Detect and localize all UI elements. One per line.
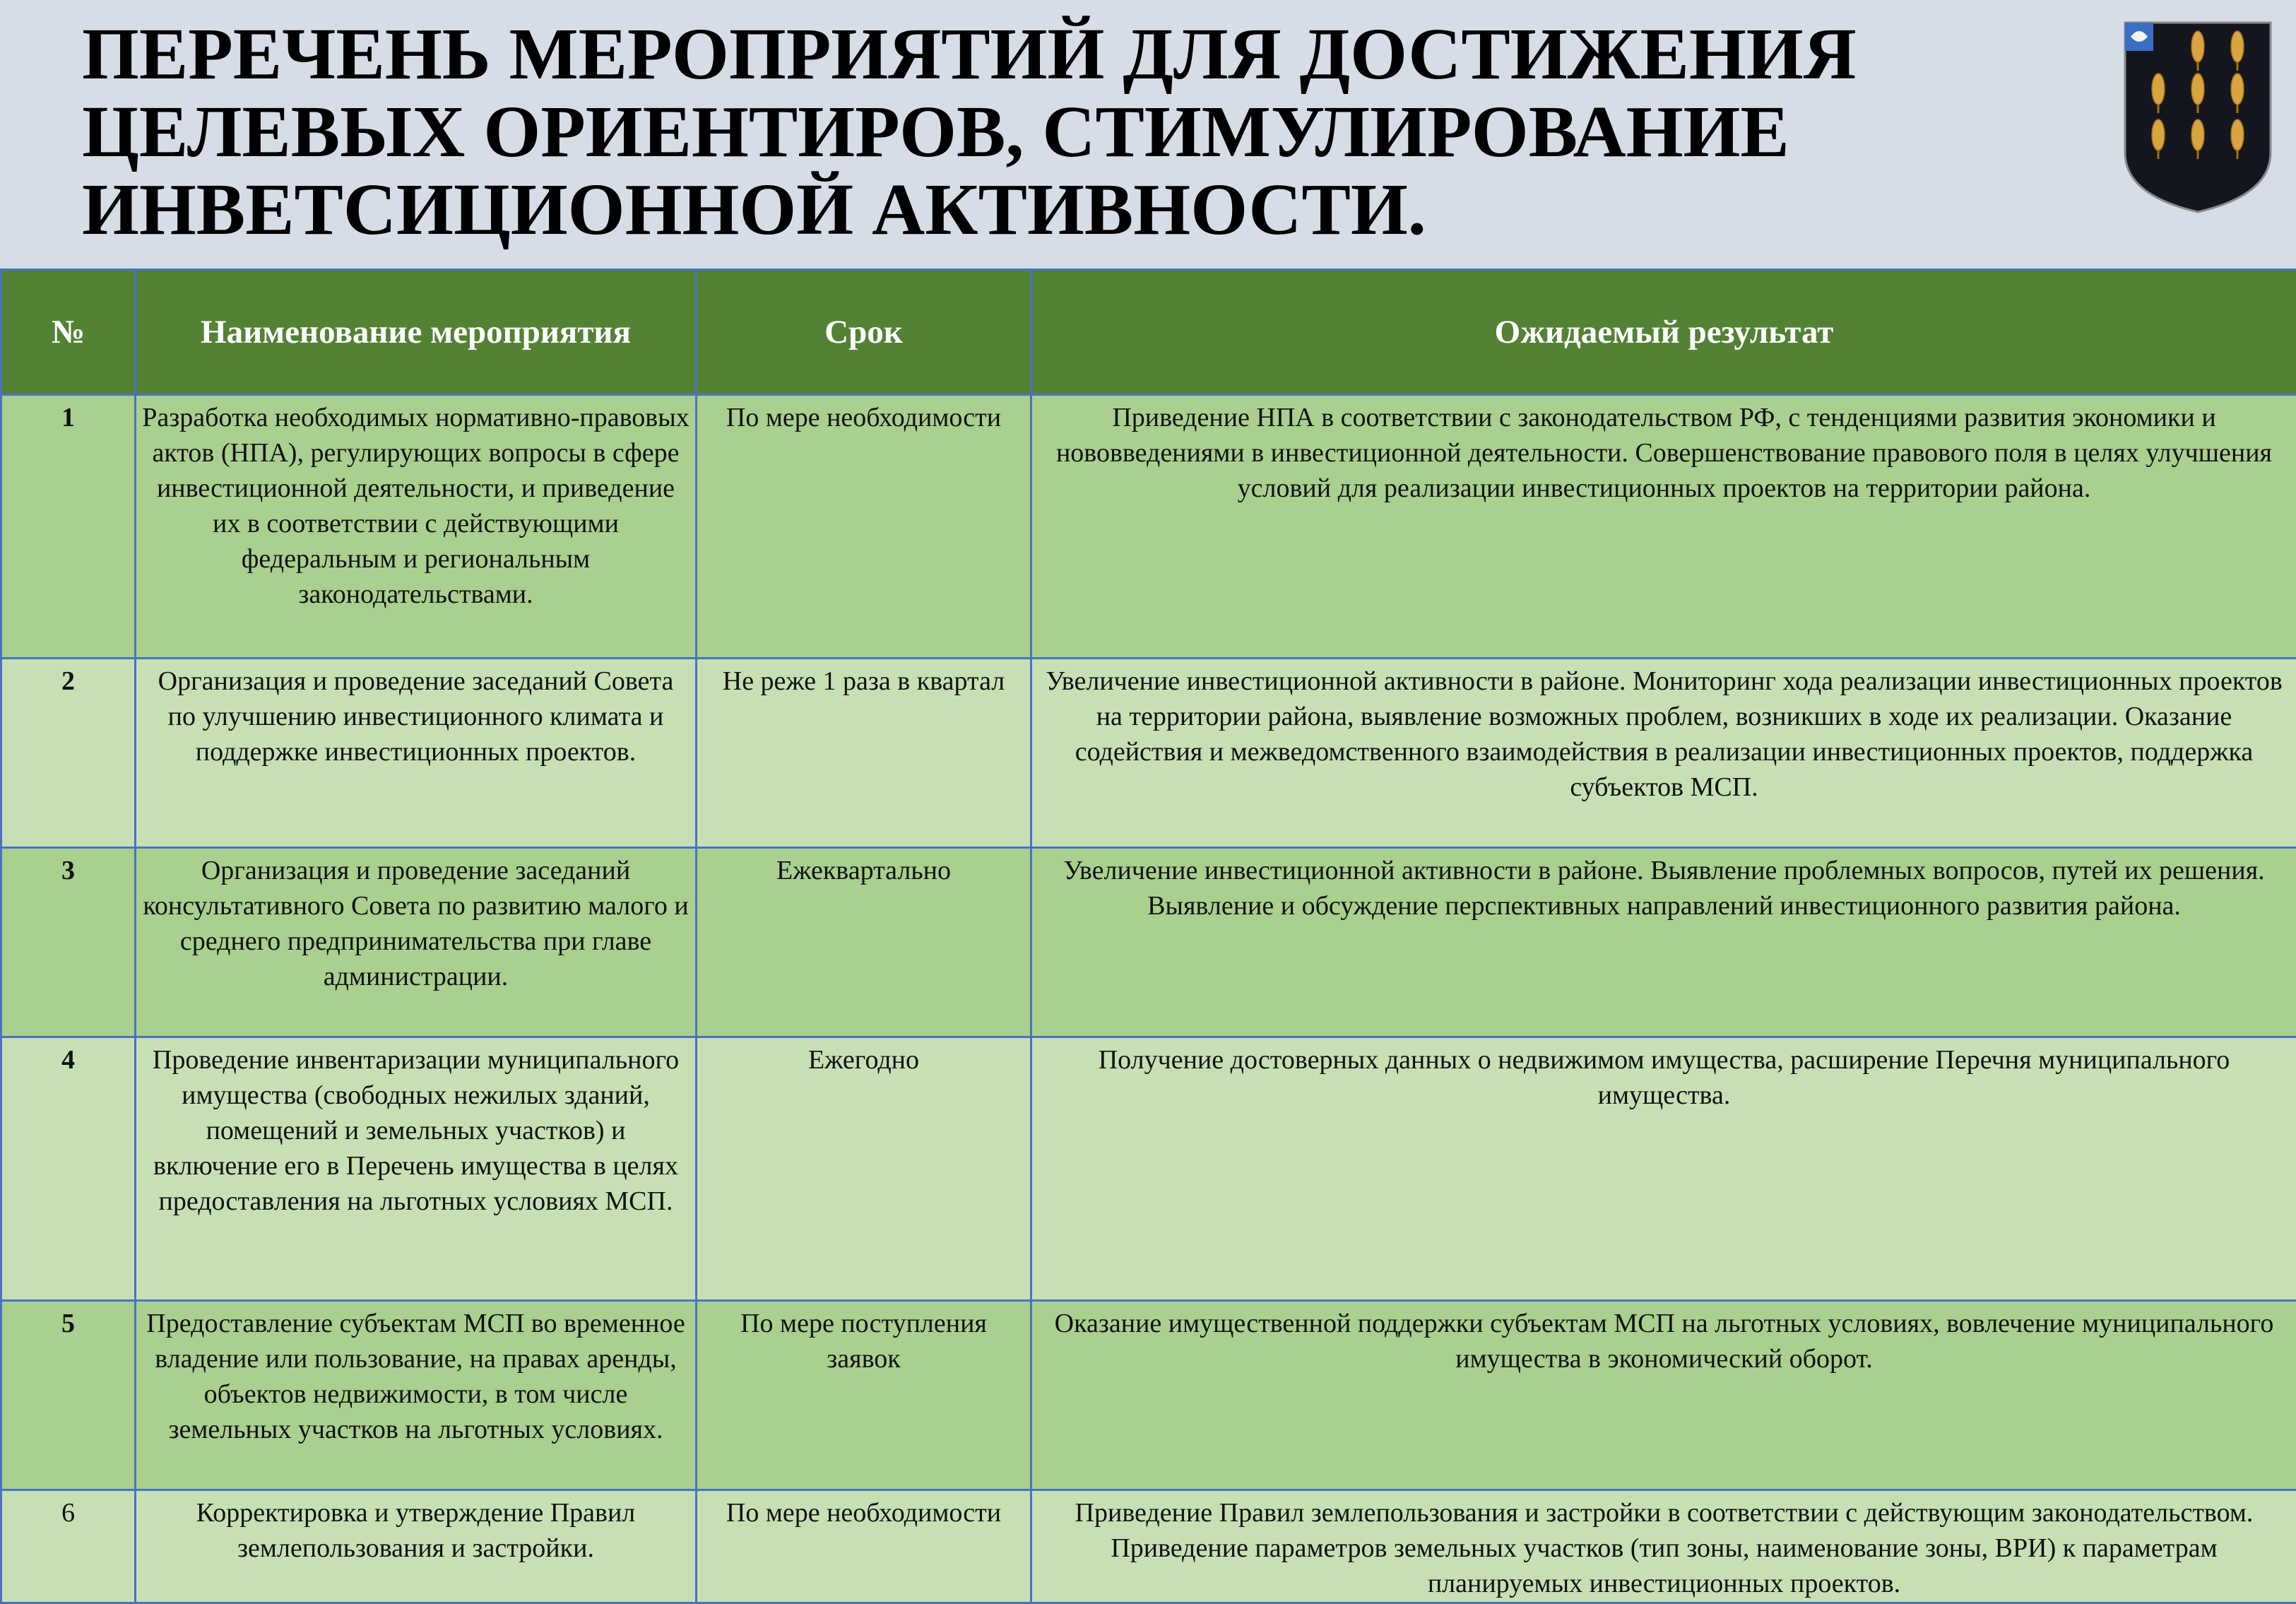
measure-name: Проведение инвентаризации муниципального имущества (свободных нежилых зданий, помещений и земельных участков) и включение его в Перечень имущества в целях предоставления на льготных условиях МСП. [136, 1037, 697, 1301]
row-number: 5 [1, 1301, 136, 1490]
coat-of-arms-icon [2121, 18, 2275, 215]
measure-term: Ежегодно [697, 1037, 1031, 1301]
header-term: Срок [697, 270, 1031, 395]
table-row [1, 395, 2296, 659]
measure-result: Приведение Правил землепользования и застройки в соответствии с действующим законодательством. Приведение параметров земельных участков (тип зоны, наименование зоны, ВРИ) к параметрам планируемых инвестиционных проектов. [1031, 1490, 2296, 1603]
header-expected-result: Ожидаемый результат [1031, 270, 2296, 395]
measure-term: По мере необходимости [697, 395, 1031, 659]
title-line-3: ИНВЕТСИЦИОННОЙ АКТИВНОСТИ. [82, 169, 1426, 250]
measure-term: По мере поступления заявок [697, 1301, 1031, 1490]
measure-term: По мере необходимости [697, 1490, 1031, 1603]
measures-table [0, 269, 2296, 1604]
row-number: 3 [1, 848, 136, 1037]
row-number: 4 [1, 1037, 136, 1301]
measure-name: Организация и проведение заседаний консультативного Совета по развитию малого и среднего предпринимательства при главе администрации. [136, 848, 697, 1037]
table-row [1, 659, 2296, 848]
measure-result: Приведение НПА в соответствии с законодательством РФ, с тенденциями развития экономики и нововведениями в инвестиционной деятельности. Совершенствование правового поля в целях улучшения условий для реализации инвестиционных проектов на территории района. [1031, 395, 2296, 659]
header-number: № [1, 270, 136, 395]
row-number: 1 [1, 395, 136, 659]
measure-result: Увеличение инвестиционной активности в районе. Выявление проблемных вопросов, путей их решения. Выявление и обсуждение перспективных направлений инвестиционного развития района. [1031, 848, 2296, 1037]
table-row [1, 1037, 2296, 1301]
measure-name: Корректировка и утверждение Правил землепользования и застройки. [136, 1490, 697, 1603]
measure-result: Оказание имущественной поддержки субъектам МСП на льготных условиях, вовлечение муниципального имущества в экономический оборот. [1031, 1301, 2296, 1490]
page-title [82, 16, 1989, 249]
row-number: 2 [1, 659, 136, 848]
table-row [1, 848, 2296, 1037]
measure-name: Разработка необходимых нормативно-правовых актов (НПА), регулирующих вопросы в сфере инвестиционной деятельности, и приведение их в соответствии с действующими федеральным и региональным законодательствами. [136, 395, 697, 659]
title-line-2: ЦЕЛЕВЫХ ОРИЕНТИРОВ, СТИМУЛИРОВАНИЕ [82, 91, 1789, 172]
measure-term: Не реже 1 раза в квартал [697, 659, 1031, 848]
table-row [1, 1490, 2296, 1603]
measure-name: Предоставление субъектам МСП во временное владение или пользование, на правах аренды, объектов недвижимости, в том числе земельных участков на льготных условиях. [136, 1301, 697, 1490]
table-header-row [1, 270, 2296, 395]
title-line-1: ПЕРЕЧЕНЬ МЕРОПРИЯТИЙ ДЛЯ ДОСТИЖЕНИЯ [82, 13, 1857, 95]
measure-result: Увеличение инвестиционной активности в районе. Мониторинг хода реализации инвестиционных проектов на территории района, выявление возможных проблем, возникших в ходе их реализации. Оказание содействия и межведомственного взаимодействия в реализации инвестиционных проектов, поддержка субъектов МСП. [1031, 659, 2296, 848]
measure-term: Ежеквартально [697, 848, 1031, 1037]
measure-result: Получение достоверных данных о недвижимом имущества, расширение Перечня муниципального имущества. [1031, 1037, 2296, 1301]
table-row [1, 1301, 2296, 1490]
header-measure-name: Наименование мероприятия [136, 270, 697, 395]
row-number: 6 [1, 1490, 136, 1603]
measure-name: Организация и проведение заседаний Совета по улучшению инвестиционного климата и поддержке инвестиционных проектов. [136, 659, 697, 848]
